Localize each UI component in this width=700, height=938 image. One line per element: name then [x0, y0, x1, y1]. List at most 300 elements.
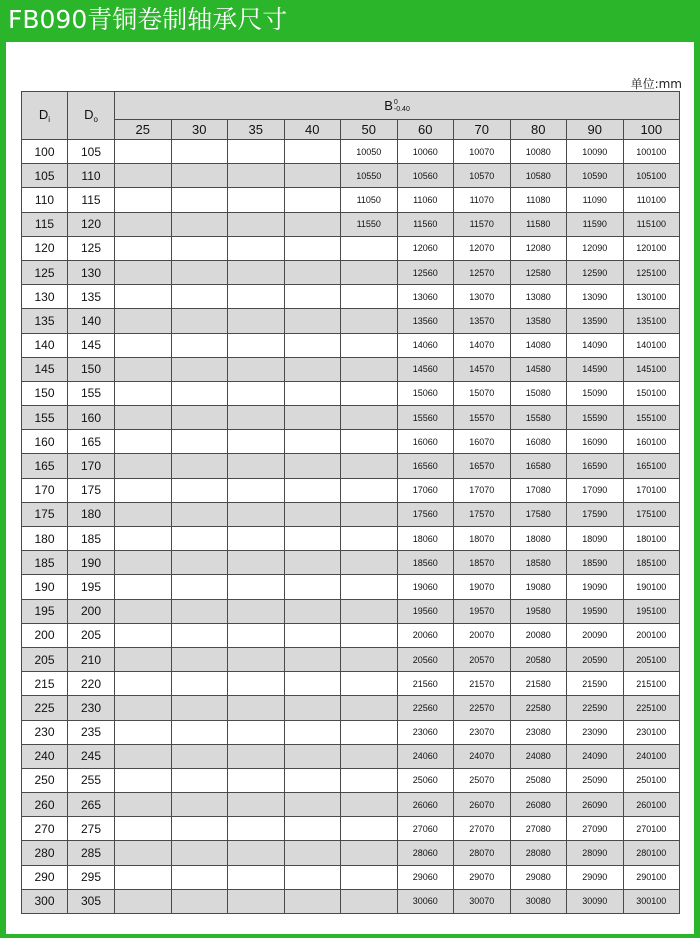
cell-part-number: 105100 [623, 164, 680, 188]
cell-part-number [284, 841, 341, 865]
cell-do: 230 [68, 696, 115, 720]
cell-part-number [341, 865, 398, 889]
cell-part-number [171, 212, 228, 236]
cell-part-number [171, 744, 228, 768]
cell-part-number: 22580 [510, 696, 567, 720]
cell-di: 250 [22, 768, 68, 792]
cell-part-number: 16070 [454, 430, 511, 454]
cell-part-number: 21570 [454, 672, 511, 696]
cell-part-number: 10050 [341, 140, 398, 164]
cell-part-number [115, 744, 172, 768]
cell-do: 120 [68, 212, 115, 236]
cell-part-number [171, 140, 228, 164]
cell-di: 195 [22, 599, 68, 623]
cell-part-number: 14080 [510, 333, 567, 357]
cell-part-number: 23090 [567, 720, 624, 744]
page-title: FB090青铜卷制轴承尺寸 [8, 5, 288, 34]
cell-part-number [341, 454, 398, 478]
cell-part-number: 135100 [623, 309, 680, 333]
cell-part-number: 18580 [510, 551, 567, 575]
cell-part-number [115, 140, 172, 164]
title-bar [0, 0, 700, 40]
cell-part-number: 23070 [454, 720, 511, 744]
cell-part-number [171, 188, 228, 212]
cell-part-number: 215100 [623, 672, 680, 696]
table-row [22, 551, 680, 575]
cell-part-number: 15060 [397, 381, 454, 405]
cell-part-number: 14090 [567, 333, 624, 357]
cell-do: 110 [68, 164, 115, 188]
cell-part-number [341, 768, 398, 792]
cell-part-number: 115100 [623, 212, 680, 236]
cell-do: 115 [68, 188, 115, 212]
cell-part-number [228, 164, 285, 188]
cell-part-number [115, 623, 172, 647]
header-width-90: 90 [567, 120, 624, 140]
header-width-25: 25 [115, 120, 172, 140]
header-width-35: 35 [228, 120, 285, 140]
cell-part-number [228, 793, 285, 817]
cell-part-number: 18060 [397, 527, 454, 551]
cell-part-number [115, 164, 172, 188]
cell-do: 245 [68, 744, 115, 768]
cell-part-number: 24090 [567, 744, 624, 768]
table-row [22, 865, 680, 889]
cell-part-number: 26070 [454, 793, 511, 817]
table-row [22, 720, 680, 744]
cell-part-number: 17580 [510, 502, 567, 526]
cell-part-number [341, 285, 398, 309]
cell-part-number [115, 551, 172, 575]
cell-part-number [115, 865, 172, 889]
cell-part-number: 16080 [510, 430, 567, 454]
cell-di: 240 [22, 744, 68, 768]
cell-part-number: 11570 [454, 212, 511, 236]
cell-part-number [228, 527, 285, 551]
cell-part-number [341, 478, 398, 502]
cell-part-number [228, 817, 285, 841]
cell-do: 195 [68, 575, 115, 599]
cell-part-number: 12070 [454, 236, 511, 260]
cell-part-number [171, 357, 228, 381]
cell-part-number: 11050 [341, 188, 398, 212]
cell-part-number: 19580 [510, 599, 567, 623]
cell-do: 155 [68, 381, 115, 405]
cell-part-number: 300100 [623, 889, 680, 913]
cell-part-number: 155100 [623, 406, 680, 430]
cell-part-number [115, 817, 172, 841]
cell-part-number [341, 236, 398, 260]
cell-part-number [341, 260, 398, 284]
cell-part-number [171, 647, 228, 671]
cell-part-number: 10590 [567, 164, 624, 188]
cell-part-number: 18080 [510, 527, 567, 551]
cell-part-number: 190100 [623, 575, 680, 599]
cell-part-number [228, 236, 285, 260]
cell-part-number: 10570 [454, 164, 511, 188]
cell-do: 180 [68, 502, 115, 526]
cell-part-number [171, 865, 228, 889]
cell-part-number: 14070 [454, 333, 511, 357]
cell-part-number: 21590 [567, 672, 624, 696]
cell-part-number: 22590 [567, 696, 624, 720]
cell-part-number: 27060 [397, 817, 454, 841]
cell-di: 135 [22, 309, 68, 333]
cell-do: 265 [68, 793, 115, 817]
cell-part-number: 160100 [623, 430, 680, 454]
cell-part-number: 24070 [454, 744, 511, 768]
cell-part-number [171, 793, 228, 817]
cell-part-number [115, 502, 172, 526]
cell-part-number: 21560 [397, 672, 454, 696]
cell-part-number [284, 502, 341, 526]
table-row [22, 260, 680, 284]
cell-part-number [171, 309, 228, 333]
cell-part-number [284, 357, 341, 381]
cell-part-number: 13570 [454, 309, 511, 333]
cell-part-number [284, 793, 341, 817]
cell-part-number [171, 889, 228, 913]
cell-part-number: 29090 [567, 865, 624, 889]
cell-part-number [228, 672, 285, 696]
cell-part-number [171, 285, 228, 309]
table-row [22, 623, 680, 647]
cell-part-number: 17560 [397, 502, 454, 526]
cell-di: 150 [22, 381, 68, 405]
cell-do: 145 [68, 333, 115, 357]
cell-part-number: 17070 [454, 478, 511, 502]
cell-part-number: 10070 [454, 140, 511, 164]
cell-di: 280 [22, 841, 68, 865]
table-row [22, 841, 680, 865]
cell-part-number: 16560 [397, 454, 454, 478]
table-row [22, 768, 680, 792]
cell-part-number: 165100 [623, 454, 680, 478]
cell-part-number: 24060 [397, 744, 454, 768]
cell-part-number [341, 647, 398, 671]
cell-part-number: 12560 [397, 260, 454, 284]
cell-part-number: 18560 [397, 551, 454, 575]
cell-part-number: 200100 [623, 623, 680, 647]
cell-part-number [115, 768, 172, 792]
cell-part-number [115, 406, 172, 430]
cell-do: 200 [68, 599, 115, 623]
cell-part-number [171, 551, 228, 575]
cell-part-number [284, 212, 341, 236]
cell-part-number [171, 260, 228, 284]
cell-di: 140 [22, 333, 68, 357]
cell-part-number: 22570 [454, 696, 511, 720]
cell-do: 105 [68, 140, 115, 164]
cell-part-number: 205100 [623, 647, 680, 671]
cell-part-number: 240100 [623, 744, 680, 768]
cell-part-number [284, 260, 341, 284]
cell-di: 215 [22, 672, 68, 696]
cell-di: 175 [22, 502, 68, 526]
cell-do: 125 [68, 236, 115, 260]
cell-part-number: 22560 [397, 696, 454, 720]
cell-di: 130 [22, 285, 68, 309]
cell-part-number [228, 768, 285, 792]
cell-part-number [115, 527, 172, 551]
table-row [22, 333, 680, 357]
cell-part-number: 12090 [567, 236, 624, 260]
cell-part-number: 125100 [623, 260, 680, 284]
cell-part-number: 13590 [567, 309, 624, 333]
cell-part-number: 23060 [397, 720, 454, 744]
cell-part-number [228, 865, 285, 889]
cell-part-number [284, 768, 341, 792]
cell-part-number: 13080 [510, 285, 567, 309]
cell-part-number: 20570 [454, 647, 511, 671]
cell-part-number [284, 623, 341, 647]
cell-part-number [284, 430, 341, 454]
cell-part-number: 14560 [397, 357, 454, 381]
cell-part-number: 19590 [567, 599, 624, 623]
cell-part-number [341, 502, 398, 526]
cell-part-number [341, 599, 398, 623]
cell-part-number: 25090 [567, 768, 624, 792]
cell-do: 185 [68, 527, 115, 551]
cell-part-number: 19080 [510, 575, 567, 599]
cell-part-number: 17570 [454, 502, 511, 526]
cell-do: 150 [68, 357, 115, 381]
table-row [22, 478, 680, 502]
cell-part-number: 140100 [623, 333, 680, 357]
cell-part-number: 15080 [510, 381, 567, 405]
cell-do: 205 [68, 623, 115, 647]
cell-part-number: 30090 [567, 889, 624, 913]
cell-part-number [228, 623, 285, 647]
cell-part-number: 10090 [567, 140, 624, 164]
cell-part-number: 20580 [510, 647, 567, 671]
cell-part-number: 16090 [567, 430, 624, 454]
cell-part-number [115, 285, 172, 309]
cell-part-number [284, 188, 341, 212]
cell-part-number [171, 236, 228, 260]
cell-do: 295 [68, 865, 115, 889]
cell-part-number: 17060 [397, 478, 454, 502]
cell-di: 160 [22, 430, 68, 454]
cell-part-number [284, 140, 341, 164]
cell-part-number [228, 841, 285, 865]
cell-part-number [115, 260, 172, 284]
cell-part-number: 175100 [623, 502, 680, 526]
table-row [22, 164, 680, 188]
table-row [22, 406, 680, 430]
cell-di: 180 [22, 527, 68, 551]
cell-part-number [171, 406, 228, 430]
table-row [22, 502, 680, 526]
cell-do: 175 [68, 478, 115, 502]
cell-part-number [341, 744, 398, 768]
cell-do: 160 [68, 406, 115, 430]
cell-part-number: 26060 [397, 793, 454, 817]
cell-part-number: 290100 [623, 865, 680, 889]
cell-di: 155 [22, 406, 68, 430]
cell-part-number [341, 817, 398, 841]
header-di: $D_i$ [22, 92, 68, 140]
cell-part-number [228, 454, 285, 478]
cell-part-number [284, 527, 341, 551]
cell-part-number: 16570 [454, 454, 511, 478]
cell-di: 260 [22, 793, 68, 817]
table-row [22, 140, 680, 164]
cell-part-number: 14590 [567, 357, 624, 381]
table-row [22, 527, 680, 551]
cell-part-number [115, 188, 172, 212]
table-row [22, 381, 680, 405]
cell-part-number [228, 478, 285, 502]
cell-di: 115 [22, 212, 68, 236]
table-row [22, 285, 680, 309]
cell-do: 275 [68, 817, 115, 841]
b-tolerance: 0 -0.40 [393, 99, 410, 114]
cell-do: 130 [68, 260, 115, 284]
cell-di: 185 [22, 551, 68, 575]
header-do: $D_o$ [68, 92, 115, 140]
cell-part-number [171, 478, 228, 502]
cell-part-number [341, 793, 398, 817]
cell-part-number [228, 357, 285, 381]
cell-part-number [228, 502, 285, 526]
cell-part-number: 12080 [510, 236, 567, 260]
cell-part-number: 12570 [454, 260, 511, 284]
cell-di: 170 [22, 478, 68, 502]
cell-di: 300 [22, 889, 68, 913]
cell-part-number [341, 430, 398, 454]
cell-part-number [115, 357, 172, 381]
cell-part-number: 280100 [623, 841, 680, 865]
cell-part-number [284, 817, 341, 841]
cell-do: 220 [68, 672, 115, 696]
cell-part-number [228, 430, 285, 454]
cell-part-number: 27070 [454, 817, 511, 841]
cell-do: 140 [68, 309, 115, 333]
cell-part-number [115, 381, 172, 405]
cell-part-number: 11590 [567, 212, 624, 236]
cell-do: 305 [68, 889, 115, 913]
cell-part-number [228, 889, 285, 913]
cell-part-number: 130100 [623, 285, 680, 309]
cell-part-number [341, 527, 398, 551]
cell-part-number: 27080 [510, 817, 567, 841]
cell-part-number: 10580 [510, 164, 567, 188]
cell-part-number: 16580 [510, 454, 567, 478]
cell-part-number: 20590 [567, 647, 624, 671]
header-width-60: 60 [397, 120, 454, 140]
table-row [22, 188, 680, 212]
cell-part-number: 17080 [510, 478, 567, 502]
cell-part-number: 20070 [454, 623, 511, 647]
cell-part-number [228, 188, 285, 212]
header-width-100: 100 [623, 120, 680, 140]
cell-part-number [171, 841, 228, 865]
cell-part-number: 13060 [397, 285, 454, 309]
cell-part-number [228, 575, 285, 599]
table-row [22, 889, 680, 913]
cell-part-number [228, 406, 285, 430]
cell-part-number: 180100 [623, 527, 680, 551]
cell-part-number [228, 696, 285, 720]
cell-part-number [228, 309, 285, 333]
cell-part-number [115, 889, 172, 913]
cell-part-number: 120100 [623, 236, 680, 260]
cell-part-number: 15070 [454, 381, 511, 405]
cell-part-number: 185100 [623, 551, 680, 575]
cell-part-number: 20060 [397, 623, 454, 647]
cell-part-number [284, 406, 341, 430]
cell-part-number: 17590 [567, 502, 624, 526]
cell-part-number [228, 140, 285, 164]
cell-part-number [171, 502, 228, 526]
cell-do: 190 [68, 551, 115, 575]
table-row [22, 744, 680, 768]
cell-part-number: 13090 [567, 285, 624, 309]
cell-part-number: 25070 [454, 768, 511, 792]
cell-part-number: 15560 [397, 406, 454, 430]
cell-part-number: 15580 [510, 406, 567, 430]
cell-part-number: 23080 [510, 720, 567, 744]
cell-di: 205 [22, 647, 68, 671]
cell-part-number [284, 478, 341, 502]
cell-part-number [171, 527, 228, 551]
cell-part-number [341, 623, 398, 647]
table-row [22, 357, 680, 381]
cell-part-number: 230100 [623, 720, 680, 744]
cell-part-number: 260100 [623, 793, 680, 817]
cell-part-number [341, 696, 398, 720]
table-row [22, 672, 680, 696]
cell-do: 170 [68, 454, 115, 478]
cell-part-number: 13580 [510, 309, 567, 333]
cell-part-number [171, 599, 228, 623]
cell-part-number: 30070 [454, 889, 511, 913]
cell-part-number: 11090 [567, 188, 624, 212]
cell-part-number: 26090 [567, 793, 624, 817]
cell-part-number: 225100 [623, 696, 680, 720]
cell-part-number [115, 647, 172, 671]
cell-part-number [284, 164, 341, 188]
cell-part-number: 21580 [510, 672, 567, 696]
cell-part-number [171, 381, 228, 405]
cell-di: 225 [22, 696, 68, 720]
unit-label: 单位:mm [630, 77, 682, 91]
cell-part-number: 19090 [567, 575, 624, 599]
table-row [22, 793, 680, 817]
cell-part-number: 10550 [341, 164, 398, 188]
cell-part-number [341, 841, 398, 865]
header-width-30: 30 [171, 120, 228, 140]
table-row [22, 696, 680, 720]
cell-part-number [228, 285, 285, 309]
cell-part-number: 18090 [567, 527, 624, 551]
cell-part-number [341, 381, 398, 405]
cell-part-number [284, 285, 341, 309]
cell-part-number [284, 575, 341, 599]
cell-part-number: 20560 [397, 647, 454, 671]
cell-part-number [284, 647, 341, 671]
header-row-top [22, 92, 680, 120]
cell-part-number [115, 430, 172, 454]
table-row [22, 817, 680, 841]
cell-part-number: 28090 [567, 841, 624, 865]
cell-part-number: 14570 [454, 357, 511, 381]
cell-part-number: 19560 [397, 599, 454, 623]
cell-part-number [115, 696, 172, 720]
header-width-70: 70 [454, 120, 511, 140]
cell-do: 235 [68, 720, 115, 744]
